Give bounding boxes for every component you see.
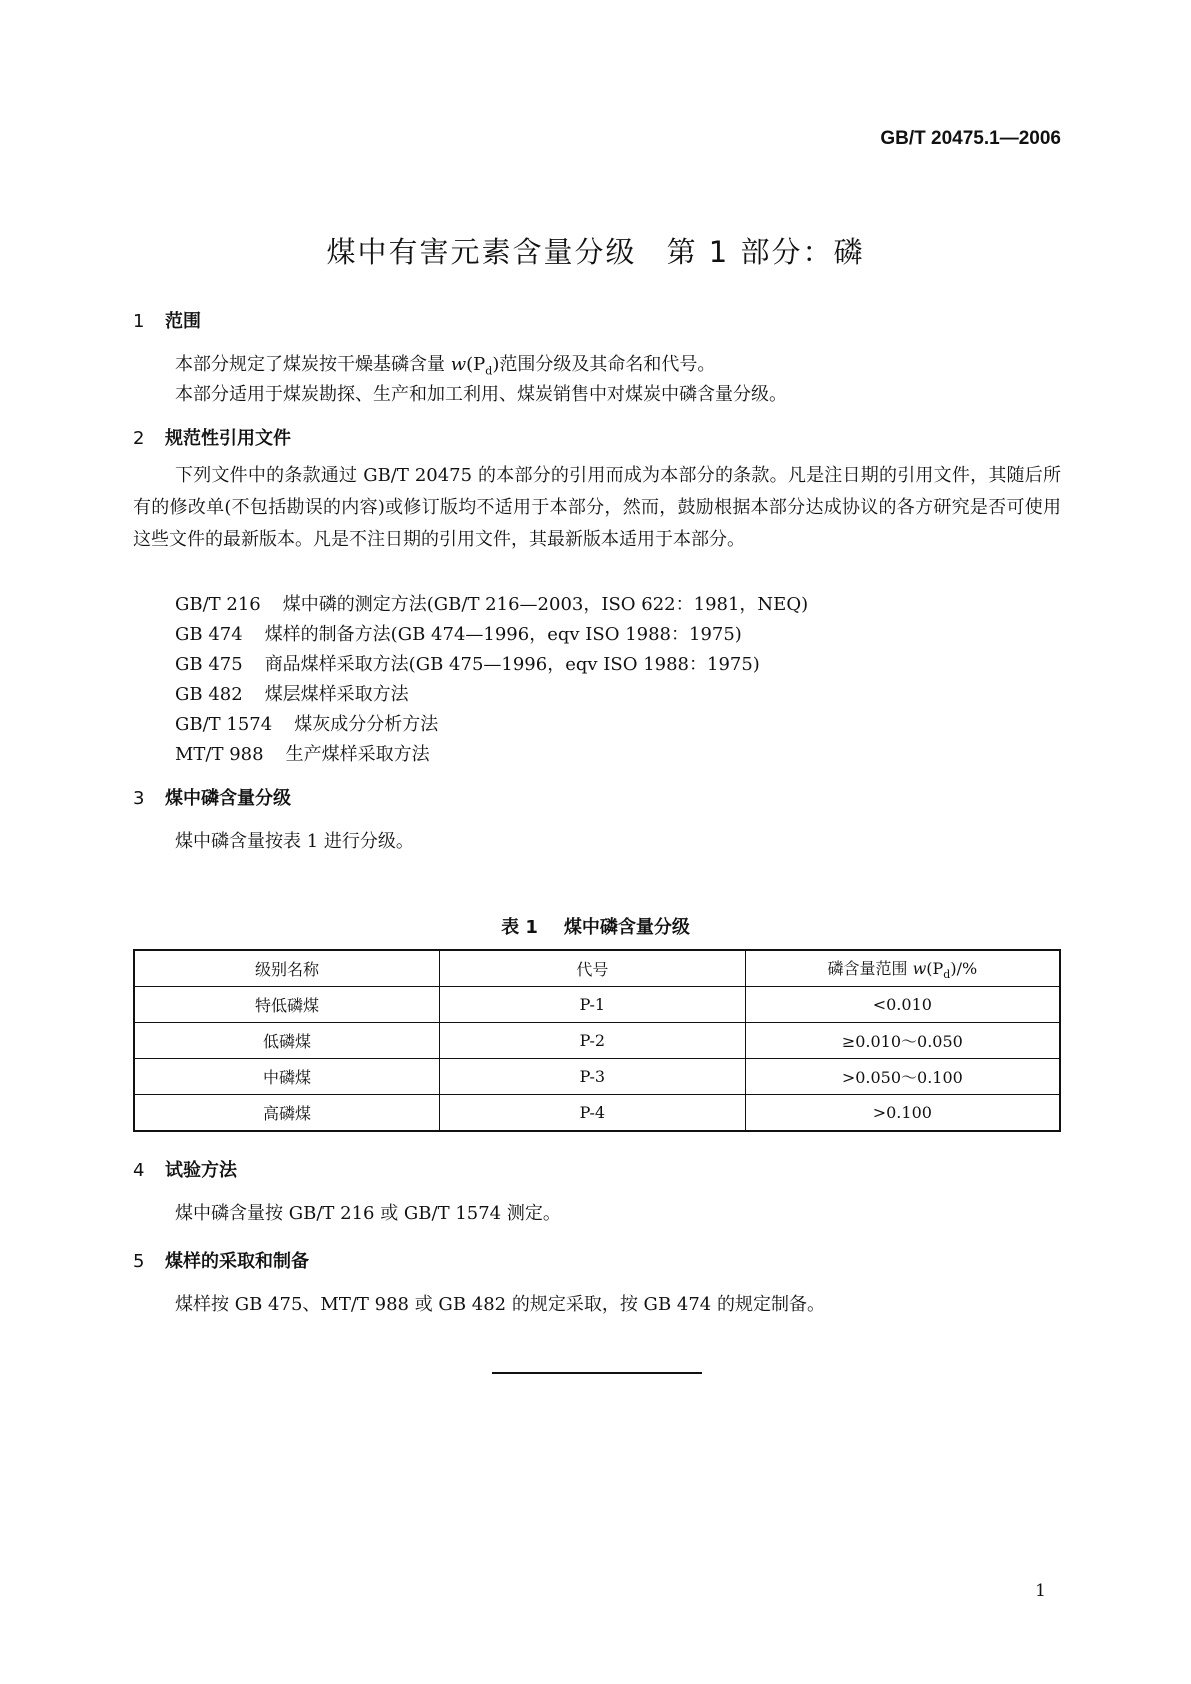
section-title: 规范性引用文件 bbox=[165, 428, 291, 449]
ref-title: 煤样的制备方法(GB 474—1996，eqv ISO 1988：1975) bbox=[264, 624, 742, 645]
reference-item bbox=[175, 680, 409, 706]
table-row bbox=[134, 1095, 1060, 1132]
standard-code: GB/T 20475.1—2006 bbox=[880, 128, 1061, 149]
section-title: 煤样的采取和制备 bbox=[165, 1251, 309, 1272]
table-row bbox=[134, 987, 1060, 1023]
table-cell: <0.010 bbox=[745, 987, 1060, 1023]
ref-title: 商品煤样采取方法(GB 475—1996，eqv ISO 1988：1975) bbox=[264, 654, 760, 675]
ref-title: 煤层煤样采取方法 bbox=[264, 684, 409, 705]
text-span: (P bbox=[466, 354, 486, 375]
ref-code: GB/T 216 bbox=[175, 594, 261, 615]
scope-paragraph-1 bbox=[175, 350, 715, 378]
section-title: 试验方法 bbox=[165, 1160, 237, 1181]
normative-references-paragraph: 下列文件中的条款通过 GB/T 20475 的本部分的引用而成为本部分的条款。凡是注日期的引用文件，其随后所有的修改单(不包括勘误的内容)或修订版均不适用于本部分，然而，鼓励根据本部分达成协议的各方研究是否可使用这些文件的最新版本。凡是不注日期的引用文件，其最新版本适用于本部分。 bbox=[133, 465, 1061, 550]
document-title bbox=[0, 230, 1191, 271]
table-cell: 特低磷煤 bbox=[134, 987, 440, 1023]
title-part: 第 1 部分：磷 bbox=[666, 235, 865, 269]
table-cell: P-4 bbox=[440, 1095, 746, 1132]
caption-title: 煤中磷含量分级 bbox=[563, 917, 690, 938]
ref-code: GB 474 bbox=[175, 624, 243, 645]
section-number: 1 bbox=[133, 311, 145, 332]
text-span: 本部分规定了煤炭按干燥基磷含量 bbox=[175, 354, 451, 375]
text-span: )/% bbox=[950, 958, 978, 978]
classification-paragraph: 煤中磷含量按表 1 进行分级。 bbox=[175, 831, 414, 852]
table-cell: 低磷煤 bbox=[134, 1023, 440, 1059]
ref-title: 煤中磷的测定方法(GB/T 216—2003，ISO 622：1981，NEQ) bbox=[282, 594, 809, 615]
text-span: (P bbox=[926, 958, 944, 978]
scope-paragraph-2: 本部分适用于煤炭勘探、生产和加工利用、煤炭销售中对煤炭中磷含量分级。 bbox=[175, 384, 787, 405]
column-header bbox=[745, 950, 1060, 987]
ref-code: GB 475 bbox=[175, 654, 243, 675]
subscript-d: d bbox=[943, 968, 951, 982]
table-cell: 高磷煤 bbox=[134, 1095, 440, 1132]
title-main: 煤中有害元素含量分级 bbox=[326, 235, 637, 269]
column-header: 级别名称 bbox=[134, 950, 440, 987]
page-number: 1 bbox=[1035, 1581, 1046, 1601]
section-1-heading bbox=[133, 307, 201, 333]
ref-title: 生产煤样采取方法 bbox=[285, 744, 430, 765]
ref-code: GB/T 1574 bbox=[175, 714, 273, 735]
table-cell: >0.100 bbox=[745, 1095, 1060, 1132]
symbol-w: w bbox=[450, 354, 467, 375]
phosphorus-grade-table bbox=[133, 949, 1061, 1132]
reference-item bbox=[175, 590, 808, 616]
table-cell: P-3 bbox=[440, 1059, 746, 1095]
table-cell: >0.050～0.100 bbox=[745, 1059, 1060, 1095]
section-number: 4 bbox=[133, 1160, 145, 1181]
section-title: 范围 bbox=[165, 311, 201, 332]
section-2-heading bbox=[133, 424, 291, 450]
table-cell: P-2 bbox=[440, 1023, 746, 1059]
reference-item bbox=[175, 710, 438, 736]
ref-code: GB 482 bbox=[175, 684, 243, 705]
text-span: )范围分级及其命名和代号。 bbox=[492, 354, 716, 375]
caption-label: 表 1 bbox=[501, 917, 538, 938]
section-number: 3 bbox=[133, 788, 145, 809]
table-row bbox=[134, 1023, 1060, 1059]
end-rule bbox=[492, 1372, 702, 1374]
subscript-d: d bbox=[485, 364, 493, 378]
section-title: 煤中磷含量分级 bbox=[165, 788, 291, 809]
reference-item bbox=[175, 620, 742, 646]
ref-title: 煤灰成分分析方法 bbox=[294, 714, 439, 735]
test-method-paragraph: 煤中磷含量按 GB/T 216 或 GB/T 1574 测定。 bbox=[175, 1203, 561, 1224]
section-5-heading bbox=[133, 1247, 309, 1273]
reference-item bbox=[175, 740, 430, 766]
reference-item bbox=[175, 650, 760, 676]
sampling-paragraph: 煤样按 GB 475、MT/T 988 或 GB 482 的规定采取，按 GB 474 的规定制备。 bbox=[175, 1294, 825, 1315]
table-caption bbox=[0, 913, 1191, 939]
table-cell: 中磷煤 bbox=[134, 1059, 440, 1095]
table-row bbox=[134, 1059, 1060, 1095]
symbol-w: w bbox=[912, 958, 927, 978]
section-4-heading bbox=[133, 1156, 237, 1182]
section-number: 2 bbox=[133, 428, 145, 449]
section-number: 5 bbox=[133, 1251, 145, 1272]
column-header: 代号 bbox=[440, 950, 746, 987]
table-cell: ≥0.010～0.050 bbox=[745, 1023, 1060, 1059]
section-3-heading bbox=[133, 784, 291, 810]
table-header-row bbox=[134, 950, 1060, 987]
ref-code: MT/T 988 bbox=[175, 744, 264, 765]
text-span: 磷含量范围 bbox=[827, 958, 913, 978]
table-cell: P-1 bbox=[440, 987, 746, 1023]
